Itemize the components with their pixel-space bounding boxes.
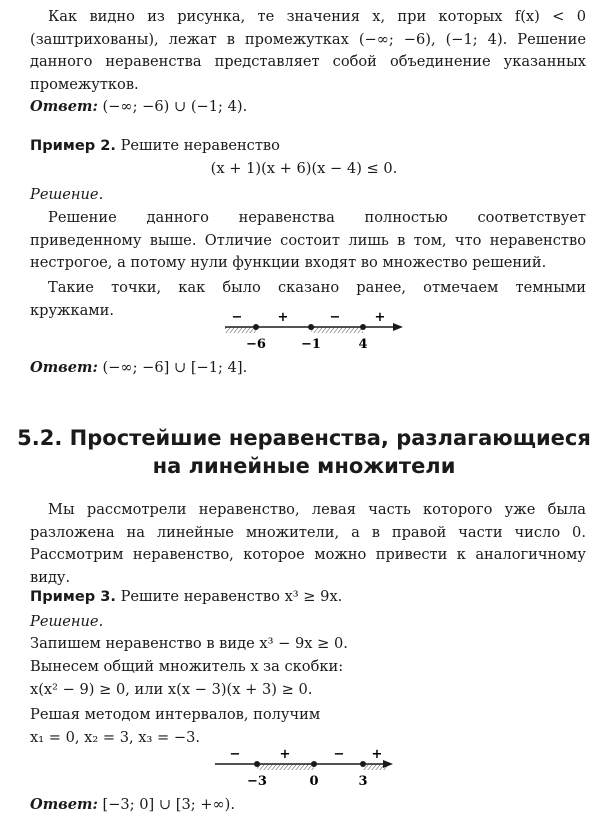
solution-label: Решение. — [30, 186, 104, 203]
example-text: Решите неравенство x³ ≥ 9x. — [120, 588, 343, 605]
arrow-head — [383, 760, 393, 768]
answer-value: [−3; 0] ∪ [3; +∞). — [102, 796, 235, 813]
closed-point — [311, 761, 317, 767]
closed-point — [360, 324, 366, 330]
arrow-head — [393, 323, 403, 331]
answer-label: Ответ: — [30, 98, 98, 115]
solution-step-2: Вынесем общий множитель x за скобки: — [30, 658, 344, 675]
sign-label: + — [374, 310, 386, 325]
number-line-1 — [225, 305, 405, 355]
answer-label: Ответ: — [30, 359, 98, 376]
solution-roots: x₁ = 0, x₂ = 3, x₃ = −3. — [30, 729, 201, 746]
example-label: Пример 2. — [30, 137, 116, 154]
tick-label: 0 — [309, 774, 319, 789]
closed-point — [253, 324, 259, 330]
sign-label: + — [279, 747, 291, 762]
solution-step-1: Запишем неравенство в виде x³ − 9x ≥ 0. — [30, 635, 348, 652]
tick-label: −6 — [246, 337, 266, 352]
solution-step-4: Решая методом интервалов, получим — [30, 706, 321, 723]
closed-point — [360, 761, 366, 767]
hatch-region — [311, 327, 363, 333]
sign-label: − — [229, 747, 241, 762]
paragraph-solution: Решение данного неравенства полностью соответствует приведенному выше. Отличие состоит лишь в том, что неравенство нестрогое, а потому нули функции входят во множество решений. — [30, 209, 586, 271]
answer-3 — [30, 794, 235, 817]
sign-label: + — [277, 310, 289, 325]
section-heading-line-1: 5.2. Простейшие неравенства, разлагающиеся — [17, 426, 591, 450]
answer-value: (−∞; −6) ∪ (−1; 4). — [102, 98, 248, 115]
tick-label: −1 — [301, 337, 321, 352]
number-line-2 — [215, 742, 395, 792]
example-label: Пример 3. — [30, 588, 116, 605]
sign-label: − — [231, 310, 243, 325]
answer-2 — [30, 357, 247, 380]
hatch-region — [257, 764, 314, 770]
paragraph-points: Такие точки, как было сказано ранее, отмечаем темными кружками. — [30, 279, 586, 319]
example-text: Решите неравенство — [120, 137, 280, 154]
hatch-region — [225, 327, 256, 333]
answer-value: (−∞; −6] ∪ [−1; 4]. — [102, 359, 248, 376]
paragraph-intervals: Как видно из рисунка, те значения x, при которых f(x) < 0 (заштрихованы), лежат в промежутках (−∞; −6), (−1; 4). Решение данного неравенства представляет собой объединение указанных промежутков. — [30, 8, 586, 93]
example-2-title — [30, 135, 280, 158]
sign-label: − — [329, 310, 341, 325]
answer-label: Ответ: — [30, 796, 98, 813]
closed-point — [254, 761, 260, 767]
tick-label: 3 — [358, 774, 368, 789]
answer-1 — [30, 96, 247, 119]
solution-step-3: x(x² − 9) ≥ 0, или x(x − 3)(x + 3) ≥ 0. — [30, 681, 313, 698]
tick-label: −3 — [247, 774, 267, 789]
example-2-inequality: (x + 1)(x + 6)(x − 4) ≤ 0. — [210, 160, 398, 177]
solution-label: Решение. — [30, 613, 104, 630]
section-heading-line-2: на линейные множители — [152, 454, 456, 478]
sign-label: + — [371, 747, 383, 762]
example-3-title — [30, 586, 342, 609]
tick-label: 4 — [358, 337, 368, 352]
paragraph-intro: Мы рассмотрели неравенство, левая часть которого уже была разложена на линейные множители, а в правой части число 0. Рассмотрим неравенство, которое можно привести к аналогичному виду. — [30, 501, 586, 586]
sign-label: − — [333, 747, 345, 762]
closed-point — [308, 324, 314, 330]
